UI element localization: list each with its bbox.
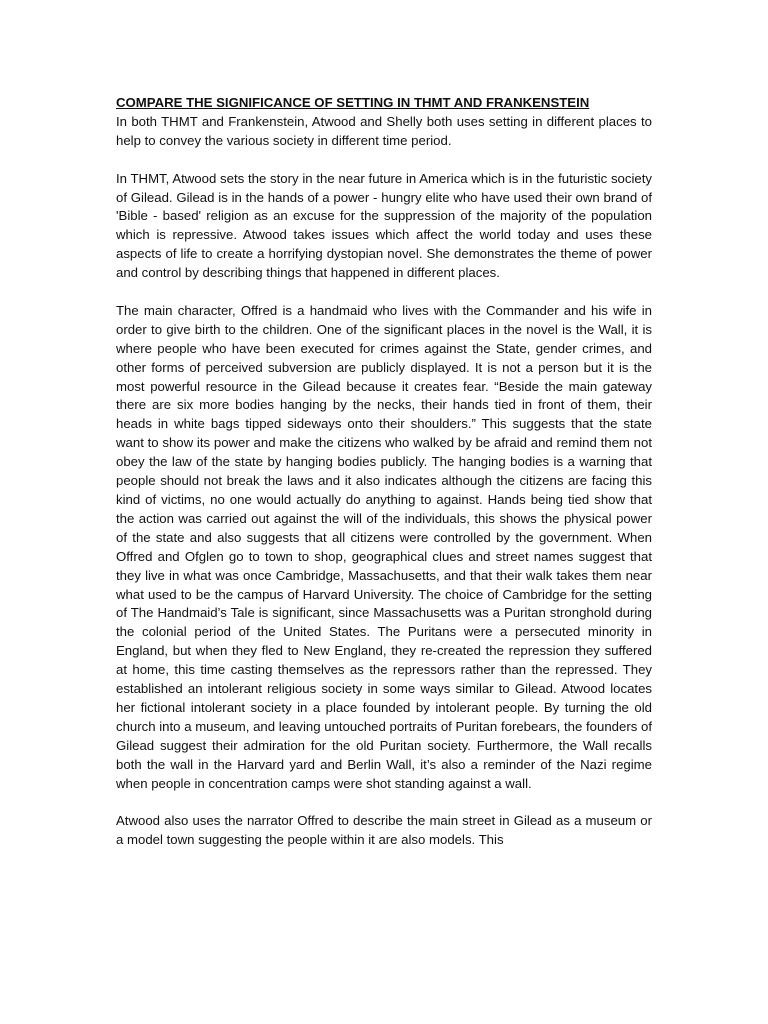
document-body bbox=[116, 94, 652, 869]
paragraph-thmt-setting: In THMT, Atwood sets the story in the near future in America which is in the futuristic society of Gilead. Gilead is in the hands of a power - hungry elite who have used their own brand of 'Bible - based' religion as an excuse for the suppression of the majority of the population which is repressive. Atwood takes issues which affect the world today and uses these aspects of life to create a horrifying dystopian novel. She demonstrates the theme of power and control by describing things that happened in different places. bbox=[116, 170, 652, 281]
paragraph-main-street: Atwood also uses the narrator Offred to describe the main street in Gilead as a museum or a model town suggesting the people within it are also models. This bbox=[116, 813, 652, 848]
paragraph-the-wall: The main character, Offred is a handmaid who lives with the Commander and his wife in order to give birth to the children. One of the significant places in the novel is the Wall, it is where people who have been executed for crimes against the State, gender crimes, and other forms of perceived subversion are publicly displayed. It is not a person but it is the most powerful resource in the Gilead because it creates fear. “Beside the main gateway there are six more bodies hanging by the necks, their hands tied in front of them, their heads in white bags tipped sideways onto their shoulders.” This suggests that the state want to show its power and make the citizens who walked by be afraid and remind them not obey the law of the state by hanging bodies publicly. The hanging bodies is a warning that people should not break the laws and it also indicates although the citizens are facing this kind of victims, no one would actually do anything to against. Hands being tied show that the action was carried out against the will of the individuals, this shows the physical power of the state and also suggests that all citizens were controlled by the government. When Offred and Ofglen go to town to shop, geographical clues and street names suggest that they live in what was once Cambridge, Massachusetts, and that their walk takes them near what used to be the campus of Harvard University. The choice of Cambridge for the setting of The Handmaid’s Tale is significant, since Massachusetts was a Puritan stronghold during the colonial period of the United States. The Puritans were a persecuted minority in England, but when they fled to New England, they re-created the repression they suffered at home, this time casting themselves as the repressors rather than the repressed. They established an intolerant religious society in some ways similar to Gilead. Atwood locates her fictional intolerant society in a place founded by intolerant people. By turning the old church into a museum, and leaving untouched portraits of Puritan forebears, the founders of Gilead suggest their admiration for the old Puritan society. Furthermore, the Wall recalls both the wall in the Harvard yard and Berlin Wall, it’s also a reminder of the Nazi regime when people in concentration camps were shot standing against a wall. bbox=[116, 302, 652, 791]
document-title: COMPARE THE SIGNIFICANCE OF SETTING IN THMT AND FRANKENSTEIN bbox=[116, 95, 590, 110]
paragraph-intro: In both THMT and Frankenstein, Atwood and Shelly both uses setting in different places to help to convey the various society in different time period. bbox=[116, 113, 652, 148]
